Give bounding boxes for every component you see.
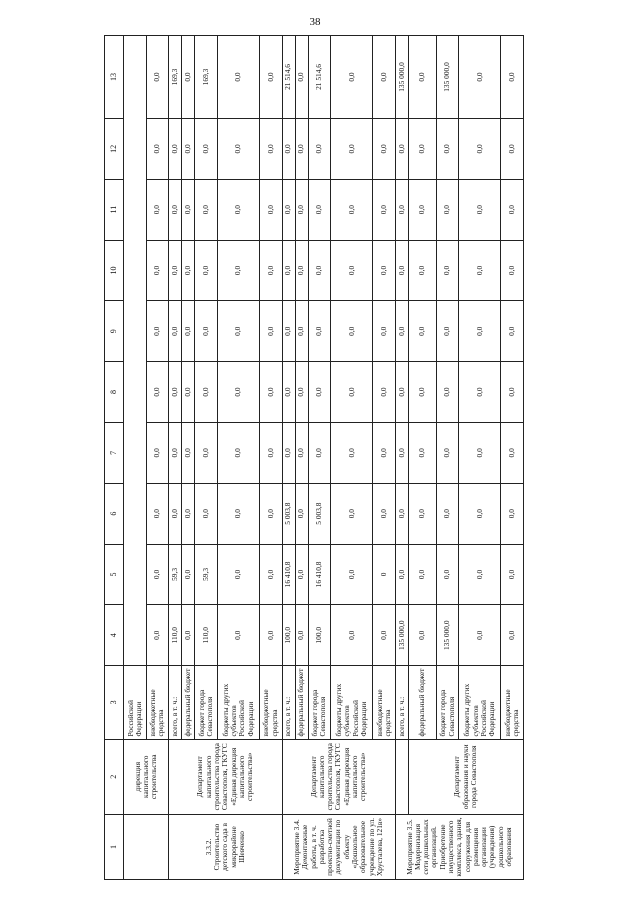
column-number: 6 (105, 483, 124, 544)
value-cell: 0,0 (195, 422, 218, 483)
value-cell: 0,0 (459, 605, 501, 666)
value-cell: 0,0 (146, 36, 169, 119)
value-cell: 110,0 (195, 605, 218, 666)
value-cell: 0,0 (182, 179, 195, 240)
responsible-cell: дирекция капитального строительства (124, 739, 169, 814)
table-row (124, 36, 147, 880)
funding-source-cell: всего, в т. ч.: (169, 666, 182, 739)
value-cell: 0,0 (218, 36, 260, 119)
value-cell: 0,0 (408, 118, 436, 179)
value-cell: 0,0 (182, 422, 195, 483)
value-cell: 135 000,0 (436, 605, 459, 666)
measure-cell: Мероприятие 3.5. Модернизация сети дошкольных организаций. Приобретение имущественного комплекса, здания, сооружения для размещения организации (учреждения) дошкольного образования (395, 815, 523, 880)
funding-source-cell: бюджеты других субъектов Российской Федерации (459, 666, 501, 739)
table-cell (395, 739, 408, 814)
value-cell: 0,0 (218, 362, 260, 423)
value-cell: 0,0 (501, 36, 524, 119)
value-cell: 0,0 (308, 422, 331, 483)
value-cell: 0,0 (182, 301, 195, 362)
value-cell: 0,0 (459, 483, 501, 544)
value-cell: 0,0 (218, 301, 260, 362)
value-cell: 0,0 (295, 240, 308, 301)
column-number: 13 (105, 36, 124, 119)
value-cell: 0,0 (282, 422, 295, 483)
value-cell: 0,0 (395, 544, 408, 605)
value-cell: 0,0 (146, 118, 169, 179)
value-cell: 0,0 (182, 605, 195, 666)
funding-source-cell: бюджеты других субъектов Российской Федерации (331, 666, 373, 739)
value-cell: 0,0 (182, 483, 195, 544)
value-cell: 59,3 (169, 544, 182, 605)
value-cell: 0,0 (182, 544, 195, 605)
value-cell: 59,3 (195, 544, 218, 605)
responsible-cell: Департамент капитального строительства города Севастополя, ГКУГС «Единая дирекция капитального строительства» (282, 739, 395, 814)
value-cell: 0,0 (195, 118, 218, 179)
funding-source-cell: внебюджетные средства (373, 666, 396, 739)
column-number: 8 (105, 362, 124, 423)
value-cell: 0,0 (218, 483, 260, 544)
funding-source-cell: всего, в т. ч.: (395, 666, 408, 739)
value-cell: 0,0 (373, 362, 396, 423)
value-cell: 0,0 (182, 362, 195, 423)
value-cell: 0,0 (501, 422, 524, 483)
value-cell: 0,0 (395, 422, 408, 483)
value-cell: 0,0 (308, 362, 331, 423)
value-cell: 0,0 (146, 362, 169, 423)
value-cell: 0,0 (408, 422, 436, 483)
funding-source-cell: федеральный бюджет (182, 666, 195, 739)
value-cell: 0,0 (218, 179, 260, 240)
value-cell: 0,0 (501, 483, 524, 544)
value-cell: 0,0 (182, 118, 195, 179)
value-cell: 0,0 (395, 362, 408, 423)
value-cell: 0,0 (331, 301, 373, 362)
value-cell: 0,0 (395, 301, 408, 362)
value-cell: 0,0 (395, 240, 408, 301)
value-cell: 0,0 (195, 301, 218, 362)
column-number: 9 (105, 301, 124, 362)
table-row (408, 36, 436, 880)
value-cell: 0,0 (195, 240, 218, 301)
value-cell: 0,0 (295, 301, 308, 362)
column-number: 3 (105, 666, 124, 739)
value-cell: 0,0 (373, 301, 396, 362)
value-cell: 0,0 (395, 118, 408, 179)
value-cell: 0,0 (146, 301, 169, 362)
value-cell: 0,0 (169, 422, 182, 483)
measure-cell: 3.3.2. Строительство детского сада в микрорайоне Шевченко (169, 815, 282, 880)
value-cell: 0,0 (308, 301, 331, 362)
value-cell: 0,0 (373, 422, 396, 483)
value-cell: 0,0 (146, 179, 169, 240)
value-cell: 0,0 (169, 240, 182, 301)
value-cell: 0,0 (408, 605, 436, 666)
column-number: 7 (105, 422, 124, 483)
value-cell: 0,0 (259, 240, 282, 301)
table-row (169, 36, 182, 880)
value-cell: 0,0 (436, 301, 459, 362)
value-cell: 0,0 (436, 422, 459, 483)
value-cell: 0,0 (331, 179, 373, 240)
value-cell: 0,0 (259, 301, 282, 362)
value-cell: 0,0 (501, 362, 524, 423)
value-cell: 0,0 (182, 240, 195, 301)
value-cell: 169,3 (195, 36, 218, 119)
value-cell: 0,0 (218, 240, 260, 301)
value-cell: 0,0 (259, 118, 282, 179)
value-cell: 0,0 (408, 36, 436, 119)
funding-source-cell: всего, в т. ч.: (282, 666, 295, 739)
value-cell: 0,0 (331, 605, 373, 666)
value-cell: 0 (373, 544, 396, 605)
value-cell: 0,0 (373, 605, 396, 666)
value-cell: 0,0 (295, 422, 308, 483)
value-cell: 0,0 (331, 118, 373, 179)
column-number: 12 (105, 118, 124, 179)
funding-source-cell: бюджет города Севастополя (308, 666, 331, 739)
value-cell: 0,0 (459, 118, 501, 179)
value-cell: 0,0 (218, 544, 260, 605)
value-cell: 0,0 (373, 118, 396, 179)
responsible-cell: Департамент образования и науки города Севастополя (408, 739, 523, 814)
value-cell: 0,0 (436, 362, 459, 423)
value-cell: 0,0 (373, 483, 396, 544)
value-cell: 21 514,6 (282, 36, 295, 119)
value-cell: 0,0 (218, 422, 260, 483)
value-cell: 0,0 (459, 544, 501, 605)
value-cell: 0,0 (295, 362, 308, 423)
column-number: 5 (105, 544, 124, 605)
value-cell: 0,0 (331, 362, 373, 423)
value-cell: 110,0 (169, 605, 182, 666)
value-cell: 0,0 (259, 544, 282, 605)
value-cell: 0,0 (331, 36, 373, 119)
value-cell: 0,0 (282, 301, 295, 362)
funding-source-cell: внебюджетные средства (146, 666, 169, 739)
value-cell: 0,0 (146, 483, 169, 544)
value-cell: 16 410,8 (308, 544, 331, 605)
value-cell: 0,0 (182, 36, 195, 119)
value-cell: 0,0 (169, 362, 182, 423)
value-cell: 0,0 (501, 544, 524, 605)
value-cell: 0,0 (146, 422, 169, 483)
value-cell: 0,0 (308, 240, 331, 301)
column-number: 4 (105, 605, 124, 666)
value-cell: 0,0 (282, 362, 295, 423)
table-row (395, 36, 408, 880)
value-cell: 16 410,8 (282, 544, 295, 605)
value-cell: 0,0 (218, 605, 260, 666)
value-cell: 0,0 (146, 240, 169, 301)
funding-source-cell: бюджет города Севастополя (436, 666, 459, 739)
value-cell: 0,0 (408, 362, 436, 423)
funding-source-cell: внебюджетные средства (259, 666, 282, 739)
column-number: 10 (105, 240, 124, 301)
column-number: 2 (105, 739, 124, 814)
value-cell: 0,0 (169, 179, 182, 240)
value-cell: 0,0 (259, 483, 282, 544)
page-number: 38 (309, 16, 321, 28)
value-cell: 0,0 (408, 544, 436, 605)
funding-source-cell: бюджет города Севастополя (195, 666, 218, 739)
value-cell: 0,0 (259, 36, 282, 119)
value-cell: 0,0 (501, 179, 524, 240)
value-cell: 0,0 (436, 179, 459, 240)
budget-table (104, 35, 524, 880)
value-cell: 0,0 (195, 179, 218, 240)
value-cell: 0,0 (395, 483, 408, 544)
value-cell: 0,0 (146, 544, 169, 605)
value-cell: 0,0 (395, 179, 408, 240)
value-cell: 0,0 (295, 179, 308, 240)
value-cell: 0,0 (169, 118, 182, 179)
value-cell: 0,0 (282, 118, 295, 179)
value-cell: 0,0 (282, 179, 295, 240)
value-cell: 0,0 (436, 240, 459, 301)
measure-cell: Мероприятие 3.4. Демонтажные работы, в т. ч. разработка проектно-сметной документации по объекту «Дошкольное образовательное учреждение по ул. Хрусталева, 121в» (282, 815, 395, 880)
column-number-row (105, 36, 124, 880)
funding-source-cell: Российской Федерации (124, 666, 147, 739)
value-cell: 0,0 (459, 179, 501, 240)
value-cell: 135 000,0 (436, 36, 459, 119)
funding-source-cell: бюджеты других субъектов Российской Федерации (218, 666, 260, 739)
value-cell: 0,0 (459, 36, 501, 119)
value-cell: 0,0 (459, 422, 501, 483)
value-cell: 0,0 (295, 483, 308, 544)
value-cell: 0,0 (195, 362, 218, 423)
value-cell: 5 003,8 (282, 483, 295, 544)
value-cell: 0,0 (501, 118, 524, 179)
value-cell: 0,0 (436, 118, 459, 179)
value-cell: 0,0 (331, 240, 373, 301)
value-cell: 0,0 (259, 605, 282, 666)
value-cell: 169,3 (169, 36, 182, 119)
value-cell: 0,0 (331, 483, 373, 544)
value-cell: 0,0 (408, 179, 436, 240)
value-cell: 0,0 (408, 301, 436, 362)
value-cell: 0,0 (295, 36, 308, 119)
value-cell: 0,0 (373, 240, 396, 301)
value-cell: 100,0 (308, 605, 331, 666)
value-cell: 100,0 (282, 605, 295, 666)
value-cell: 0,0 (501, 240, 524, 301)
value-cell: 5 003,8 (308, 483, 331, 544)
funding-source-cell: федеральный бюджет (408, 666, 436, 739)
value-cell: 0,0 (408, 483, 436, 544)
value-cell: 0,0 (195, 483, 218, 544)
value-cell: 135 000,0 (395, 605, 408, 666)
table-cell (124, 36, 147, 666)
value-cell: 0,0 (436, 483, 459, 544)
value-cell: 0,0 (459, 362, 501, 423)
value-cell: 0,0 (308, 118, 331, 179)
value-cell: 0,0 (295, 544, 308, 605)
value-cell: 0,0 (295, 118, 308, 179)
value-cell: 0,0 (295, 605, 308, 666)
value-cell: 0,0 (436, 544, 459, 605)
funding-source-cell: федеральный бюджет (295, 666, 308, 739)
value-cell: 0,0 (259, 422, 282, 483)
value-cell: 0,0 (282, 240, 295, 301)
value-cell: 0,0 (169, 483, 182, 544)
value-cell: 0,0 (169, 301, 182, 362)
value-cell: 0,0 (259, 362, 282, 423)
value-cell: 0,0 (331, 544, 373, 605)
value-cell: 0,0 (459, 301, 501, 362)
value-cell: 0,0 (259, 179, 282, 240)
value-cell: 0,0 (408, 240, 436, 301)
column-number: 11 (105, 179, 124, 240)
funding-source-cell: внебюджетные средства (501, 666, 524, 739)
value-cell: 0,0 (501, 301, 524, 362)
value-cell: 0,0 (501, 605, 524, 666)
value-cell: 0,0 (218, 118, 260, 179)
table-row (282, 36, 295, 880)
value-cell: 0,0 (373, 36, 396, 119)
value-cell: 21 514,6 (308, 36, 331, 119)
value-cell: 0,0 (373, 179, 396, 240)
table-cell (124, 815, 169, 880)
budget-table-container (104, 35, 524, 880)
value-cell: 135 000,0 (395, 36, 408, 119)
responsible-cell: Департамент капитального строительства города Севастополя, ГКУГС «Единая дирекция капитального строительства» (169, 739, 282, 814)
value-cell: 0,0 (331, 422, 373, 483)
value-cell: 0,0 (308, 179, 331, 240)
value-cell: 0,0 (146, 605, 169, 666)
column-number: 1 (105, 815, 124, 880)
value-cell: 0,0 (459, 240, 501, 301)
